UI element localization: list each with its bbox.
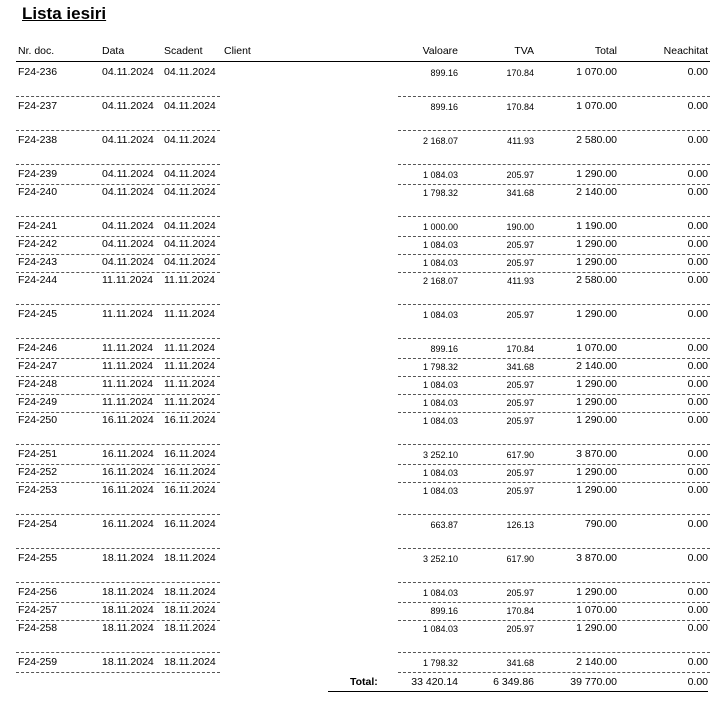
doc-unpaid: 0.00 [687, 586, 708, 598]
doc-due-date: 04.11.2024 [164, 168, 216, 180]
table-row [16, 378, 710, 395]
doc-date: 04.11.2024 [102, 238, 154, 250]
table-row [16, 586, 710, 603]
doc-number: F24-252 [18, 466, 58, 478]
doc-value: 2 168.07 [422, 276, 458, 286]
doc-unpaid: 0.00 [687, 378, 708, 390]
doc-total: 1 070.00 [576, 100, 617, 112]
doc-date: 04.11.2024 [102, 168, 154, 180]
row-separator [16, 358, 220, 359]
row-separator [398, 304, 710, 305]
doc-number: F24-237 [18, 100, 58, 112]
doc-value: 1 084.03 [422, 486, 458, 496]
doc-unpaid: 0.00 [687, 238, 708, 250]
doc-total: 1 290.00 [576, 238, 617, 250]
table-row [16, 342, 710, 359]
column-header-nr: Nr. doc. [18, 45, 55, 57]
doc-total: 2 140.00 [576, 360, 617, 372]
doc-total: 1 290.00 [576, 484, 617, 496]
row-separator [398, 652, 710, 653]
doc-value: 2 168.07 [422, 136, 458, 146]
doc-tva: 411.93 [507, 136, 534, 146]
doc-unpaid: 0.00 [687, 518, 708, 530]
doc-value: 899.16 [430, 606, 458, 616]
doc-value: 1 084.03 [422, 258, 458, 268]
doc-due-date: 11.11.2024 [164, 308, 215, 320]
doc-unpaid: 0.00 [687, 360, 708, 372]
doc-value: 899.16 [430, 102, 458, 112]
doc-tva: 205.97 [506, 310, 534, 320]
doc-unpaid: 0.00 [687, 256, 708, 268]
doc-total: 1 290.00 [576, 308, 617, 320]
doc-value: 1 084.03 [422, 468, 458, 478]
row-separator [398, 338, 710, 339]
doc-tva: 617.90 [506, 554, 534, 564]
doc-number: F24-253 [18, 484, 58, 496]
table-row [16, 256, 710, 273]
totals-tva: 6 349.86 [493, 676, 534, 688]
table-row [16, 656, 710, 673]
doc-number: F24-244 [18, 274, 58, 286]
table-row [16, 466, 710, 483]
doc-total: 2 580.00 [576, 274, 617, 286]
doc-date: 11.11.2024 [102, 342, 153, 354]
table-row [16, 396, 710, 413]
doc-due-date: 11.11.2024 [164, 378, 215, 390]
doc-date: 04.11.2024 [102, 256, 154, 268]
doc-tva: 205.97 [506, 380, 534, 390]
doc-date: 11.11.2024 [102, 360, 153, 372]
row-separator [16, 482, 220, 483]
row-separator [16, 514, 220, 515]
doc-total: 2 140.00 [576, 186, 617, 198]
column-header-unpaid: Neachitat [663, 45, 708, 57]
doc-unpaid: 0.00 [687, 220, 708, 232]
doc-tva: 205.97 [506, 468, 534, 478]
doc-total: 1 290.00 [576, 396, 617, 408]
doc-date: 18.11.2024 [102, 656, 154, 668]
doc-total: 2 140.00 [576, 656, 617, 668]
row-separator [398, 482, 710, 483]
doc-date: 16.11.2024 [102, 448, 154, 460]
doc-unpaid: 0.00 [687, 168, 708, 180]
doc-value: 1 084.03 [422, 240, 458, 250]
doc-number: F24-241 [18, 220, 58, 232]
doc-date: 11.11.2024 [102, 274, 153, 286]
column-header-date: Data [102, 45, 125, 57]
doc-unpaid: 0.00 [687, 186, 708, 198]
doc-date: 18.11.2024 [102, 604, 154, 616]
doc-date: 16.11.2024 [102, 518, 154, 530]
doc-due-date: 11.11.2024 [164, 396, 215, 408]
doc-due-date: 18.11.2024 [164, 586, 216, 598]
doc-tva: 205.97 [506, 258, 534, 268]
doc-date: 18.11.2024 [102, 622, 154, 634]
table-row [16, 100, 710, 117]
doc-tva: 170.84 [506, 606, 534, 616]
doc-tva: 205.97 [506, 624, 534, 634]
row-separator [16, 338, 220, 339]
row-separator [398, 514, 710, 515]
totals-label: Total: [350, 676, 378, 688]
doc-date: 18.11.2024 [102, 586, 154, 598]
doc-total: 1 070.00 [576, 66, 617, 78]
doc-number: F24-248 [18, 378, 58, 390]
row-separator [398, 236, 710, 237]
total-line [328, 691, 708, 692]
doc-number: F24-251 [18, 448, 58, 460]
row-separator [398, 548, 710, 549]
row-separator [398, 464, 710, 465]
doc-number: F24-247 [18, 360, 58, 372]
doc-total: 790.00 [584, 518, 617, 530]
table-row [16, 604, 710, 621]
doc-value: 899.16 [430, 68, 458, 78]
doc-unpaid: 0.00 [687, 466, 708, 478]
doc-tva: 341.68 [506, 658, 534, 668]
doc-tva: 170.84 [506, 344, 534, 354]
column-header-total: Total [594, 45, 617, 57]
doc-value: 1 000.00 [422, 222, 458, 232]
doc-due-date: 04.11.2024 [164, 186, 216, 198]
doc-total: 1 290.00 [576, 586, 617, 598]
doc-date: 16.11.2024 [102, 466, 154, 478]
doc-tva: 205.97 [506, 398, 534, 408]
doc-tva: 205.97 [506, 240, 534, 250]
doc-total: 1 070.00 [576, 342, 617, 354]
row-separator [16, 672, 220, 673]
doc-value: 899.16 [430, 344, 458, 354]
row-separator [16, 602, 220, 603]
doc-due-date: 18.11.2024 [164, 622, 216, 634]
doc-date: 04.11.2024 [102, 134, 154, 146]
table-row [16, 360, 710, 377]
doc-value: 1 084.03 [422, 624, 458, 634]
row-separator [398, 672, 710, 673]
doc-date: 16.11.2024 [102, 484, 154, 496]
column-header-due: Scadent [164, 45, 203, 57]
row-separator [16, 272, 220, 273]
totals-total: 39 770.00 [570, 676, 617, 688]
table-row [16, 552, 710, 569]
doc-number: F24-256 [18, 586, 58, 598]
doc-value: 1 798.32 [422, 362, 458, 372]
row-separator [398, 272, 710, 273]
doc-value: 1 798.32 [422, 188, 458, 198]
doc-due-date: 16.11.2024 [164, 448, 216, 460]
doc-value: 1 084.03 [422, 380, 458, 390]
doc-tva: 205.97 [506, 588, 534, 598]
row-separator [398, 130, 710, 131]
column-header-value: Valoare [422, 45, 458, 57]
doc-due-date: 16.11.2024 [164, 466, 216, 478]
doc-number: F24-259 [18, 656, 58, 668]
row-separator [398, 444, 710, 445]
row-separator [398, 394, 710, 395]
doc-value: 1 084.03 [422, 416, 458, 426]
row-separator [16, 620, 220, 621]
row-separator [16, 548, 220, 549]
doc-unpaid: 0.00 [687, 414, 708, 426]
row-separator [398, 184, 710, 185]
doc-total: 2 580.00 [576, 134, 617, 146]
row-separator [398, 358, 710, 359]
doc-unpaid: 0.00 [687, 484, 708, 496]
totals-value: 33 420.14 [411, 676, 458, 688]
doc-date: 04.11.2024 [102, 66, 154, 78]
row-separator [398, 412, 710, 413]
doc-total: 3 870.00 [576, 552, 617, 564]
doc-number: F24-246 [18, 342, 58, 354]
doc-tva: 205.97 [506, 416, 534, 426]
row-separator [16, 444, 220, 445]
column-header-tva: TVA [514, 45, 534, 57]
doc-total: 1 290.00 [576, 466, 617, 478]
doc-date: 11.11.2024 [102, 308, 153, 320]
doc-tva: 411.93 [507, 276, 534, 286]
doc-date: 11.11.2024 [102, 378, 153, 390]
row-separator [16, 582, 220, 583]
totals-row [16, 676, 710, 690]
row-separator [16, 652, 220, 653]
doc-unpaid: 0.00 [687, 396, 708, 408]
row-separator [398, 216, 710, 217]
totals-unpaid: 0.00 [687, 676, 708, 688]
row-separator [398, 602, 710, 603]
doc-total: 1 290.00 [576, 622, 617, 634]
doc-date: 04.11.2024 [102, 100, 154, 112]
row-separator [16, 464, 220, 465]
doc-date: 16.11.2024 [102, 414, 154, 426]
table-row [16, 220, 710, 237]
doc-total: 1 290.00 [576, 168, 617, 180]
row-separator [16, 96, 220, 97]
doc-tva: 170.84 [506, 102, 534, 112]
doc-number: F24-245 [18, 308, 58, 320]
table-row [16, 518, 710, 535]
row-separator [16, 412, 220, 413]
doc-tva: 170.84 [506, 68, 534, 78]
doc-date: 18.11.2024 [102, 552, 154, 564]
doc-due-date: 04.11.2024 [164, 66, 216, 78]
doc-due-date: 18.11.2024 [164, 656, 216, 668]
doc-total: 1 290.00 [576, 256, 617, 268]
doc-unpaid: 0.00 [687, 100, 708, 112]
table-row [16, 414, 710, 431]
column-header-client: Client [224, 45, 251, 57]
doc-number: F24-242 [18, 238, 58, 250]
table-row [16, 186, 710, 203]
doc-due-date: 04.11.2024 [164, 238, 216, 250]
doc-total: 3 870.00 [576, 448, 617, 460]
row-separator [398, 164, 710, 165]
doc-total: 1 290.00 [576, 414, 617, 426]
doc-unpaid: 0.00 [687, 134, 708, 146]
doc-value: 3 252.10 [422, 554, 458, 564]
doc-value: 663.87 [430, 520, 458, 530]
doc-date: 04.11.2024 [102, 220, 154, 232]
doc-tva: 341.68 [506, 188, 534, 198]
doc-due-date: 04.11.2024 [164, 256, 216, 268]
row-separator [16, 394, 220, 395]
row-separator [16, 236, 220, 237]
row-separator [16, 164, 220, 165]
doc-unpaid: 0.00 [687, 342, 708, 354]
table-row [16, 66, 710, 83]
doc-tva: 617.90 [506, 450, 534, 460]
doc-value: 1 084.03 [422, 588, 458, 598]
table-row [16, 622, 710, 639]
row-separator [398, 582, 710, 583]
doc-due-date: 16.11.2024 [164, 414, 216, 426]
doc-number: F24-258 [18, 622, 58, 634]
doc-due-date: 11.11.2024 [164, 360, 215, 372]
doc-due-date: 04.11.2024 [164, 134, 216, 146]
doc-total: 1 290.00 [576, 378, 617, 390]
doc-due-date: 11.11.2024 [164, 274, 215, 286]
doc-number: F24-243 [18, 256, 58, 268]
table-row [16, 168, 710, 185]
table-row [16, 448, 710, 465]
doc-number: F24-250 [18, 414, 58, 426]
doc-value: 1 798.32 [422, 658, 458, 668]
doc-unpaid: 0.00 [687, 552, 708, 564]
doc-unpaid: 0.00 [687, 274, 708, 286]
doc-tva: 205.97 [506, 170, 534, 180]
row-separator [16, 376, 220, 377]
table-header [16, 45, 710, 62]
doc-total: 1 070.00 [576, 604, 617, 616]
doc-unpaid: 0.00 [687, 308, 708, 320]
table-row [16, 308, 710, 325]
doc-unpaid: 0.00 [687, 448, 708, 460]
table-row [16, 484, 710, 501]
doc-value: 3 252.10 [422, 450, 458, 460]
doc-value: 1 084.03 [422, 170, 458, 180]
doc-tva: 126.13 [506, 520, 534, 530]
doc-due-date: 18.11.2024 [164, 604, 216, 616]
doc-due-date: 04.11.2024 [164, 220, 216, 232]
doc-due-date: 04.11.2024 [164, 100, 216, 112]
doc-number: F24-257 [18, 604, 58, 616]
table-row [16, 238, 710, 255]
row-separator [16, 304, 220, 305]
table-row [16, 274, 710, 291]
row-separator [398, 620, 710, 621]
doc-number: F24-236 [18, 66, 58, 78]
doc-number: F24-249 [18, 396, 58, 408]
row-separator [398, 254, 710, 255]
doc-due-date: 16.11.2024 [164, 484, 216, 496]
doc-number: F24-255 [18, 552, 58, 564]
row-separator [16, 184, 220, 185]
doc-number: F24-254 [18, 518, 58, 530]
doc-date: 04.11.2024 [102, 186, 154, 198]
row-separator [16, 254, 220, 255]
row-separator [16, 216, 220, 217]
row-separator [16, 130, 220, 131]
doc-due-date: 11.11.2024 [164, 342, 215, 354]
doc-date: 11.11.2024 [102, 396, 153, 408]
row-separator [398, 96, 710, 97]
doc-unpaid: 0.00 [687, 622, 708, 634]
doc-unpaid: 0.00 [687, 656, 708, 668]
doc-unpaid: 0.00 [687, 604, 708, 616]
table-row [16, 134, 710, 151]
doc-number: F24-240 [18, 186, 58, 198]
doc-value: 1 084.03 [422, 398, 458, 408]
doc-due-date: 18.11.2024 [164, 552, 216, 564]
doc-value: 1 084.03 [422, 310, 458, 320]
doc-number: F24-239 [18, 168, 58, 180]
row-separator [398, 376, 710, 377]
doc-due-date: 16.11.2024 [164, 518, 216, 530]
doc-tva: 190.00 [506, 222, 534, 232]
doc-unpaid: 0.00 [687, 66, 708, 78]
page-title: Lista iesiri [22, 4, 107, 23]
doc-total: 1 190.00 [576, 220, 617, 232]
doc-tva: 341.68 [506, 362, 534, 372]
doc-tva: 205.97 [506, 486, 534, 496]
doc-number: F24-238 [18, 134, 58, 146]
